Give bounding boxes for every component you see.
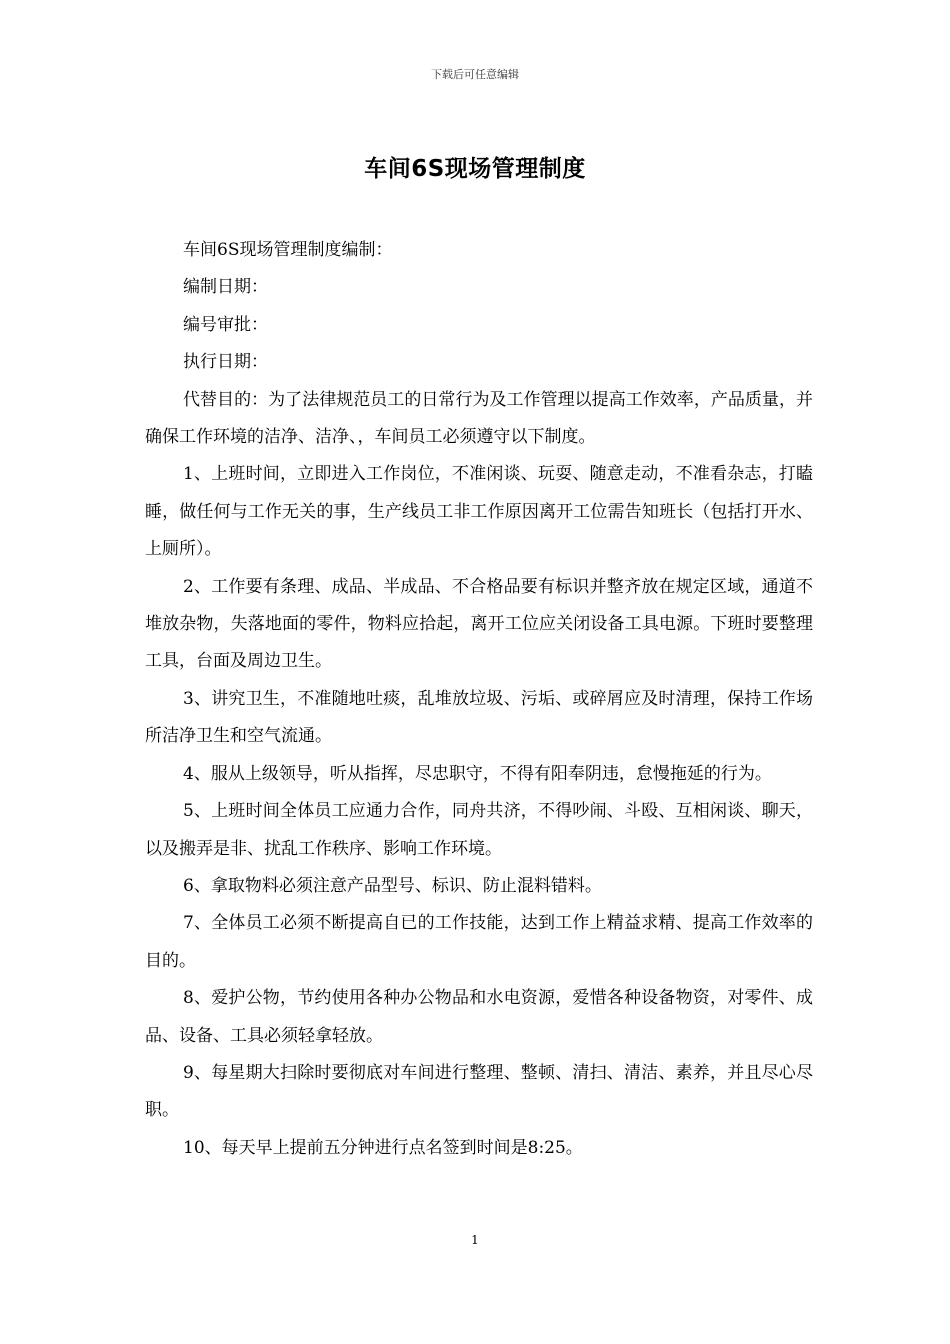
paragraph-rule-5: 5、上班时间全体员工应通力合作，同舟共济，不得吵闹、斗殴、互相闲谈、聊天，以及搬弄是非、扰乱工作秩序、影响工作环境。	[145, 801, 813, 859]
paragraph-purpose: 代替目的：为了法律规范员工的日常行为及工作管理以提高工作效率，产品质量，并确保工作环境的洁净、洁净、，车间员工必须遵守以下制度。	[145, 389, 813, 448]
document-body	[145, 232, 813, 1167]
document-title: 车间6S现场管理制度	[364, 156, 586, 182]
paragraph-compile-date: 编制日期：	[183, 277, 268, 298]
paragraph-rule-8: 8、爱护公物，节约使用各种办公物品和水电资源，爱惜各种设备物资，对零件、成品、设备、工具必须轻拿轻放。	[145, 988, 813, 1046]
paragraph-approval-number: 编号审批：	[183, 314, 268, 335]
paragraph-rule-10: 10、每天早上提前五分钟进行点名签到时间是8:25。	[183, 1137, 583, 1158]
paragraph-rule-6: 6、拿取物料必须注意产品型号、标识、防止混料错料。	[183, 875, 602, 896]
paragraph-effective-date: 执行日期：	[183, 352, 268, 373]
paragraph-rule-9: 9、每星期大扫除时要彻底对车间进行整理、整顿、清扫、清洁、素养，并且尽心尽职。	[145, 1062, 813, 1121]
paragraph-rule-7: 7、全体员工必须不断提高自已的工作技能，达到工作上精益求精、提高工作效率的目的。	[145, 913, 813, 971]
header-note: 下载后可任意编辑	[431, 68, 519, 81]
paragraph-rule-4: 4、服从上级领导，听从指挥，尽忠职守，不得有阳奉阴违，怠慢拖延的行为。	[183, 763, 772, 784]
paragraph-rule-2: 2、工作要有条理、成品、半成品、不合格品要有标识并整齐放在规定区域，通道不堆放杂物，失落地面的零件，物料应拾起，离开工位应关闭设备工具电源。下班时要整理工具，台面及周边卫生。	[145, 576, 813, 672]
paragraph-rule-3: 3、讲究卫生，不准随地吐痰，乱堆放垃圾、污垢、或碎屑应及时清理，保持工作场所洁净卫生和空气流通。	[145, 688, 813, 747]
paragraph-compiled-by: 车间6S现场管理制度编制：	[183, 240, 393, 260]
paragraph-rule-1: 1、上班时间，立即进入工作岗位，不准闲谈、玩耍、随意走动，不准看杂志，打瞌睡，做任何与工作无关的事，生产线员工非工作原因离开工位需告知班长（包括打开水、上厕所）。	[145, 464, 813, 560]
page-number: 1	[471, 1233, 479, 1247]
